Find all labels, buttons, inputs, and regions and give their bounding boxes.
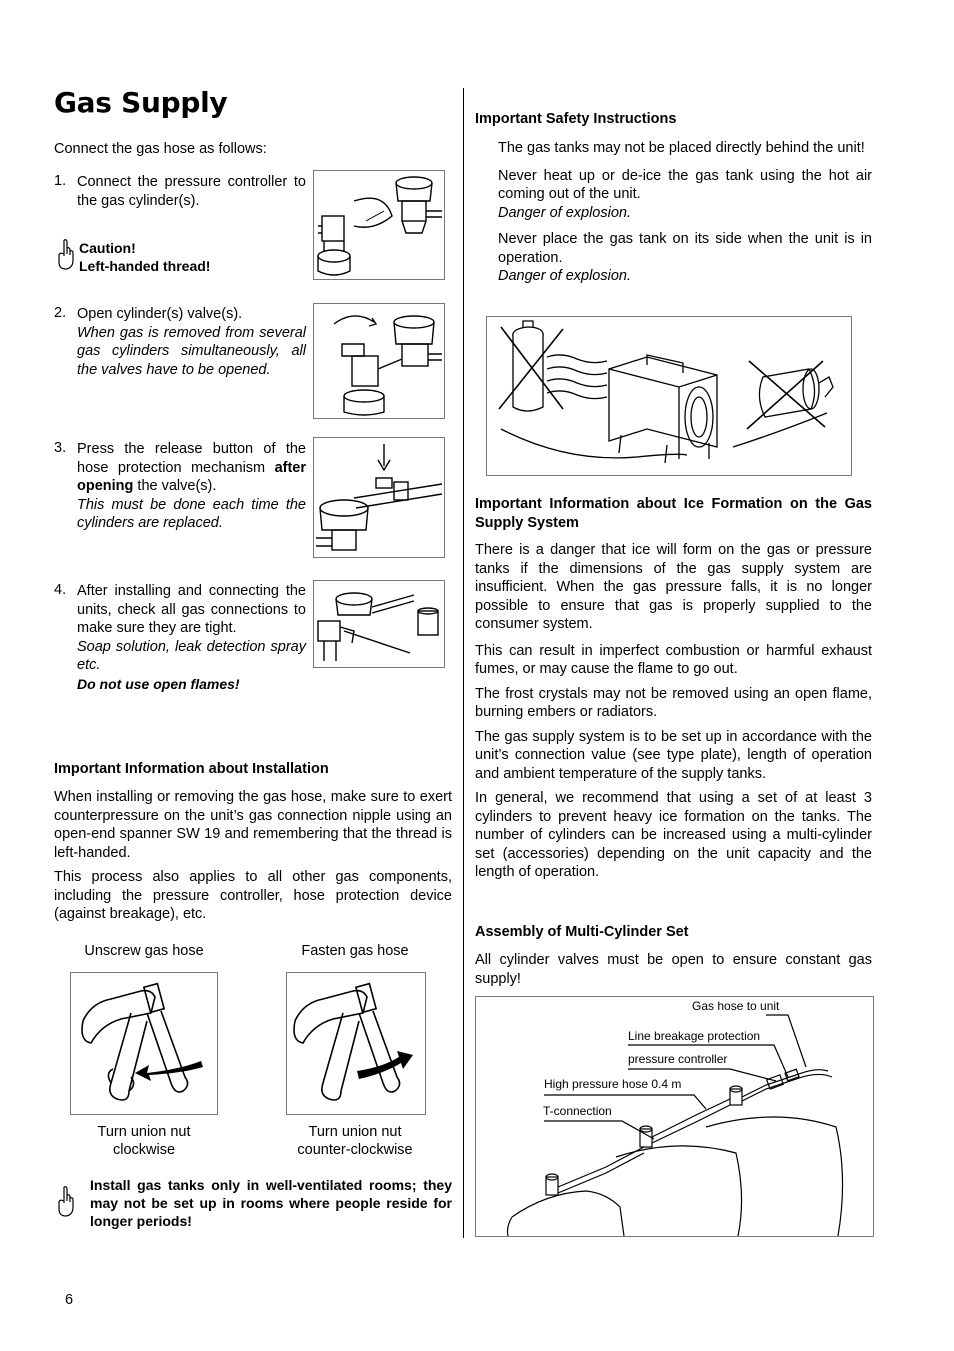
turn-clockwise-caption: Turn union nut clockwise [97,1124,191,1158]
fasten-figure [286,972,426,1115]
step-text: After installing and connecting the units, check all gas connections to make sure they are tight. [77,583,306,636]
wrench-unscrew-illustration [71,973,217,1114]
cylinder-valve-figure [313,303,445,419]
label-line-breakage: Line breakage protection [628,1029,761,1043]
safety-item-1: The gas tanks may not be placed directly behind the unit! [498,140,865,156]
leak-check-figure [313,580,445,668]
hose-protection-figure [313,437,445,558]
ice-paragraph-4: The gas supply system is to be set up in accordance with the unit’s connection value (see type plate), length of operation and ambient temperature of the supply tanks. [475,728,872,782]
caution-note [79,239,210,275]
page-title: Gas Supply [54,86,228,119]
ventilation-note: Install gas tanks only in well-ventilated rooms; they may not be set up in rooms where people reside for longer periods! [90,1177,452,1229]
installation-paragraph-1: When installing or removing the gas hose, make sure to exert counterpressure on the unit’s gas connection nipple using an open-end spanner SW 19 and remembering that the thread is left-handed. [54,789,452,861]
ice-paragraph-3: The frost crystals may not be removed using an open flame, burning embers or radiators. [475,685,872,720]
column-divider [463,88,464,1238]
heater-placement-illustration [487,317,851,475]
step-note: This must be done each time the cylinders are replaced. [77,496,306,531]
pressure-controller-illustration [314,171,444,279]
step-number: 3. [54,440,67,456]
caution-title: Caution! [79,240,136,256]
label-high-pressure-hose: High pressure hose 0.4 m [544,1077,682,1091]
step-number: 2. [54,305,67,321]
installation-heading: Important Information about Installation [54,761,329,777]
ice-heading: Important Information about Ice Formation on the Gas Supply System [475,496,872,531]
safety-item-3: Never place the gas tank on its side when the unit is in operation. [498,231,872,266]
step-text [77,440,306,496]
step-1 [54,173,306,210]
step-note: Soap solution, leak detection spray etc. [77,638,306,673]
step-text-bold: after opening [77,459,306,494]
step-text: Connect the pressure controller to the gas cylinder(s). [77,174,306,209]
intro-text: Connect the gas hose as follows: [54,141,267,157]
hose-protection-illustration [314,438,444,557]
step-text-b: the valve(s). [137,478,217,494]
label-t-connection: T-connection [543,1104,612,1118]
unscrew-figure [70,972,218,1115]
step-number: 1. [54,173,67,189]
safety-danger-2: Danger of explosion. [498,268,631,284]
unscrew-caption: Unscrew gas hose [84,943,204,959]
ice-section [475,541,872,882]
heater-placement-figure [486,316,852,476]
page-number: 6 [65,1292,74,1308]
hand-pointer-icon [56,238,76,276]
step-note: When gas is removed from several gas cylinders simultaneously, all the valves have to be opened. [77,324,306,378]
assembly-paragraph: All cylinder valves must be open to ensure constant gas supply! [475,952,872,987]
pressure-controller-figure [313,170,445,280]
step-number: 4. [54,582,67,598]
safety-danger-1: Danger of explosion. [498,204,631,221]
wrench-fasten-illustration [287,973,425,1114]
ice-paragraph-5: In general, we recommend that using a set of at least 3 cylinders to prevent heavy ice formation on the tanks. The number of cylinders can be increased using a multi-cylinder set (accessories) depending on the unit capacity and the length of operation. [475,790,872,880]
step-3 [54,440,306,533]
installation-paragraph-2: This process also applies to all other gas components, including the pressure controller, hose protection device (against breakage), etc. [54,869,452,922]
step-text: Open cylinder(s) valve(s). [77,306,243,322]
turn-counter-clockwise-caption: Turn union nut counter-clockwise [297,1124,413,1158]
caution-text: Left-handed thread! [79,258,211,274]
ice-paragraph-1: There is a danger that ice will form on the gas or pressure tanks if the dimensions of the gas supply system are insufficient. When the gas pressure falls, it is no longer possible to ensure that gas is properly supplied to the consumer system. [475,542,872,632]
step-text-a: Press the release button of the hose protection mechanism [77,441,306,476]
fasten-caption: Fasten gas hose [301,943,409,959]
hand-pointer-icon [56,1185,76,1223]
step-2 [54,305,306,379]
label-gas-hose: Gas hose to unit [692,999,780,1013]
label-pressure-controller: pressure controller [628,1052,728,1066]
safety-heading: Important Safety Instructions [475,111,677,127]
cylinder-valve-illustration [314,304,444,418]
ice-paragraph-2: This can result in imperfect combustion or harmful exhaust fumes, or may cause the flame to go out. [475,642,872,677]
step-4 [54,582,306,693]
leak-check-illustration [314,581,444,667]
step-warning: Do not use open flames! [77,675,240,692]
safety-instructions [498,139,872,286]
safety-item-2: Never heat up or de-ice the gas tank using the hot air coming out of the unit. [498,167,872,202]
assembly-heading: Assembly of Multi-Cylinder Set [475,924,689,940]
